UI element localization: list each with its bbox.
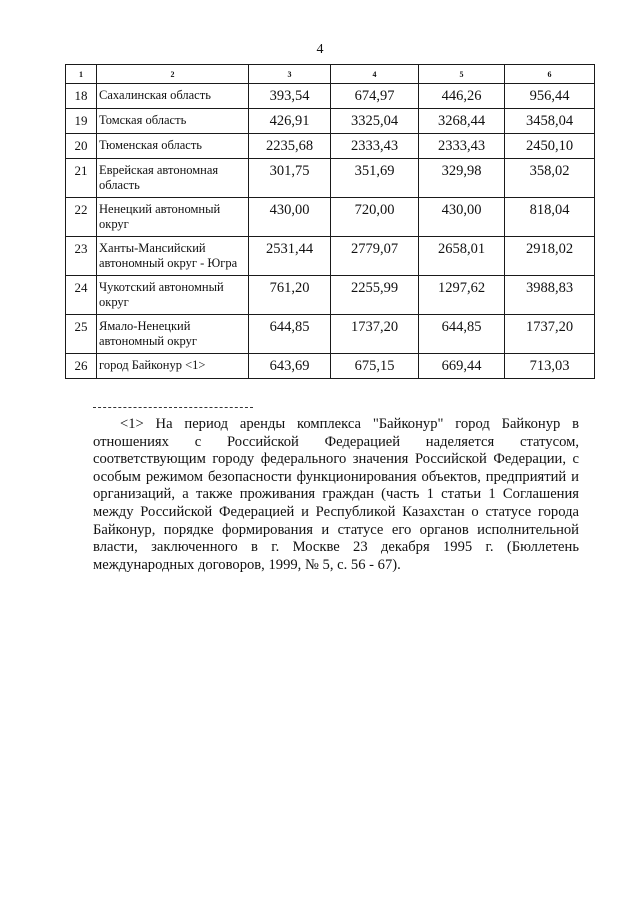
column-header-2: 2 — [97, 65, 249, 84]
table-row — [66, 109, 595, 134]
region-name-cell: Ямало-Ненецкий автономный округ — [97, 315, 249, 354]
column-header-3: 3 — [249, 65, 331, 84]
value-cell-col6: 1737,20 — [505, 315, 595, 354]
value-cell-col5: 329,98 — [419, 159, 505, 198]
value-cell-col5: 2333,43 — [419, 134, 505, 159]
value-cell-col5: 3268,44 — [419, 109, 505, 134]
value-cell-col3: 2531,44 — [249, 237, 331, 276]
column-header-4: 4 — [331, 65, 419, 84]
region-name-cell: город Байконур <1> — [97, 354, 249, 379]
column-header-6: 6 — [505, 65, 595, 84]
column-header-5: 5 — [419, 65, 505, 84]
value-cell-col3: 761,20 — [249, 276, 331, 315]
table-header-row — [66, 65, 595, 84]
page-number: 4 — [316, 42, 324, 57]
row-number-cell: 21 — [66, 159, 97, 198]
region-name-cell: Чукотский автономный округ — [97, 276, 249, 315]
value-cell-col4: 720,00 — [331, 198, 419, 237]
value-cell-col5: 644,85 — [419, 315, 505, 354]
value-cell-col4: 1737,20 — [331, 315, 419, 354]
value-cell-col4: 674,97 — [331, 84, 419, 109]
row-number-cell: 26 — [66, 354, 97, 379]
table-row — [66, 134, 595, 159]
row-number-cell: 23 — [66, 237, 97, 276]
value-cell-col6: 956,44 — [505, 84, 595, 109]
value-cell-col3: 644,85 — [249, 315, 331, 354]
table-row — [66, 84, 595, 109]
row-number-cell: 24 — [66, 276, 97, 315]
footnote-separator — [93, 407, 253, 408]
value-cell-col4: 2255,99 — [331, 276, 419, 315]
region-name-cell: Сахалинская область — [97, 84, 249, 109]
table-row — [66, 237, 595, 276]
value-cell-col6: 818,04 — [505, 198, 595, 237]
value-cell-col6: 3988,83 — [505, 276, 595, 315]
value-cell-col3: 426,91 — [249, 109, 331, 134]
table-row — [66, 159, 595, 198]
row-number-cell: 25 — [66, 315, 97, 354]
value-cell-col6: 3458,04 — [505, 109, 595, 134]
table-row — [66, 315, 595, 354]
value-cell-col5: 2658,01 — [419, 237, 505, 276]
table-row — [66, 354, 595, 379]
value-cell-col5: 669,44 — [419, 354, 505, 379]
value-cell-col4: 351,69 — [331, 159, 419, 198]
row-number-cell: 18 — [66, 84, 97, 109]
value-cell-col3: 430,00 — [249, 198, 331, 237]
value-cell-col4: 675,15 — [331, 354, 419, 379]
column-header-1: 1 — [66, 65, 97, 84]
value-cell-col4: 2333,43 — [331, 134, 419, 159]
region-name-cell: Тюменская область — [97, 134, 249, 159]
value-cell-col5: 1297,62 — [419, 276, 505, 315]
footnote-text: <1> На период аренды комплекса "Байконур" город Байконур в отношениях с Российской Федерацией наделяется статусом, соответствующим городу федерального значения Российской Федерации, с особым режимом безопасности функционирования объектов, предприятий и организаций, а также проживания граждан (часть 1 статьи 1 Соглашения между Российской Федерацией и Республикой Казахстан о статусе города Байконур, порядке формирования и статусе его органов исполнительной власти, заключенного в г. Москве 23 декабря 1995 г. (Бюллетень международных договоров, 1999, № 5, с. 56 - 67). — [93, 416, 579, 573]
value-cell-col5: 430,00 — [419, 198, 505, 237]
region-name-cell: Ханты-Мансийский автономный округ - Югра — [97, 237, 249, 276]
table-row — [66, 276, 595, 315]
row-number-cell: 20 — [66, 134, 97, 159]
value-cell-col6: 358,02 — [505, 159, 595, 198]
region-name-cell: Томская область — [97, 109, 249, 134]
value-cell-col4: 2779,07 — [331, 237, 419, 276]
table-row — [66, 198, 595, 237]
value-cell-col3: 643,69 — [249, 354, 331, 379]
row-number-cell: 22 — [66, 198, 97, 237]
value-cell-col5: 446,26 — [419, 84, 505, 109]
value-cell-col3: 393,54 — [249, 84, 331, 109]
region-name-cell: Еврейская автономная область — [97, 159, 249, 198]
value-cell-col6: 2450,10 — [505, 134, 595, 159]
region-name-cell: Ненецкий автономный округ — [97, 198, 249, 237]
region-values-table — [65, 64, 595, 379]
value-cell-col3: 301,75 — [249, 159, 331, 198]
value-cell-col6: 713,03 — [505, 354, 595, 379]
row-number-cell: 19 — [66, 109, 97, 134]
value-cell-col4: 3325,04 — [331, 109, 419, 134]
value-cell-col3: 2235,68 — [249, 134, 331, 159]
value-cell-col6: 2918,02 — [505, 237, 595, 276]
